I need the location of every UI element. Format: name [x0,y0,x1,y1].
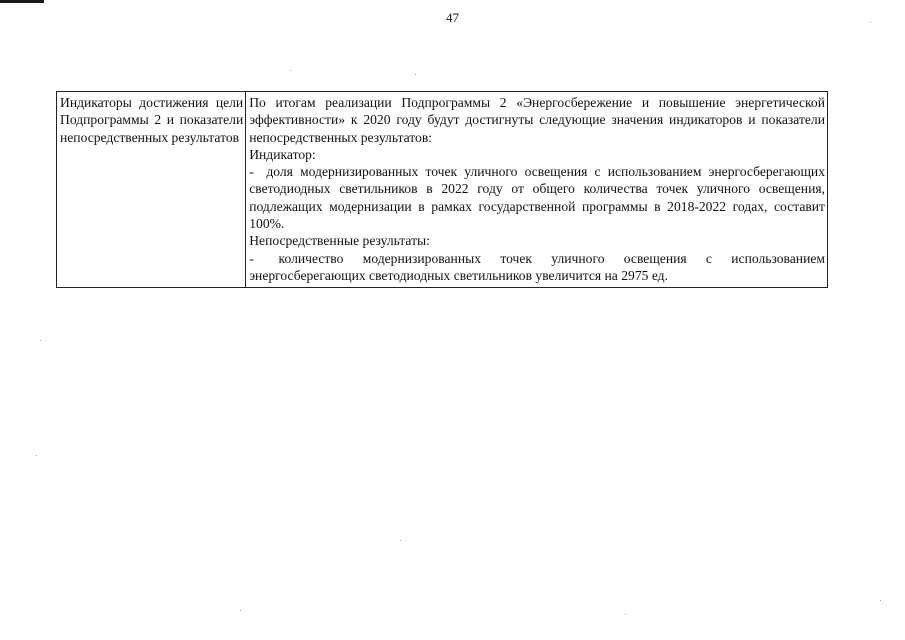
scan-speck [400,540,401,541]
results-item [249,250,825,285]
scan-speck [240,610,241,611]
content-cell [246,92,828,288]
results-item-text: количество модернизированных точек уличного освещения с использованием энергосберегающих светодиодных светильников увеличится на 2975 ед. [249,250,825,283]
label-cell-text: Индикаторы достижения цели Подпрограммы 2 и показатели непосредственных результатов [60,95,244,145]
results-heading: Непосредственные результаты: [249,233,430,249]
scan-speck [415,74,416,75]
intro-paragraph: По итогам реализации Подпрограммы 2 «Энергосбережение и повышение энергетической эффективности» к 2020 году будут достигнуты следующие значения индикаторов и показатели непосредственных результатов: [249,95,825,145]
indicator-item-text: доля модернизированных точек уличного освещения с использованием энергосберегающих светодиодных светильников в 2022 году от общего количества точек уличного освещения, подлежащих модернизации в рамках государственной программы в 2018-2022 годах, составит 100%. [249,164,825,232]
scan-speck [36,455,37,456]
indicators-table [56,91,828,288]
table-row [57,92,828,288]
page-number: 47 [446,10,459,25]
label-cell [57,92,246,288]
scan-speck [40,340,41,341]
bullet-dash: - [249,250,254,266]
scan-speck [625,614,626,615]
scan-edge-mark [0,0,44,3]
scan-speck [870,22,871,23]
scan-speck [880,600,881,601]
indicator-item [249,163,825,232]
scan-speck [290,70,291,71]
bullet-dash: - [249,164,254,180]
indicator-heading: Индикатор: [249,146,316,162]
